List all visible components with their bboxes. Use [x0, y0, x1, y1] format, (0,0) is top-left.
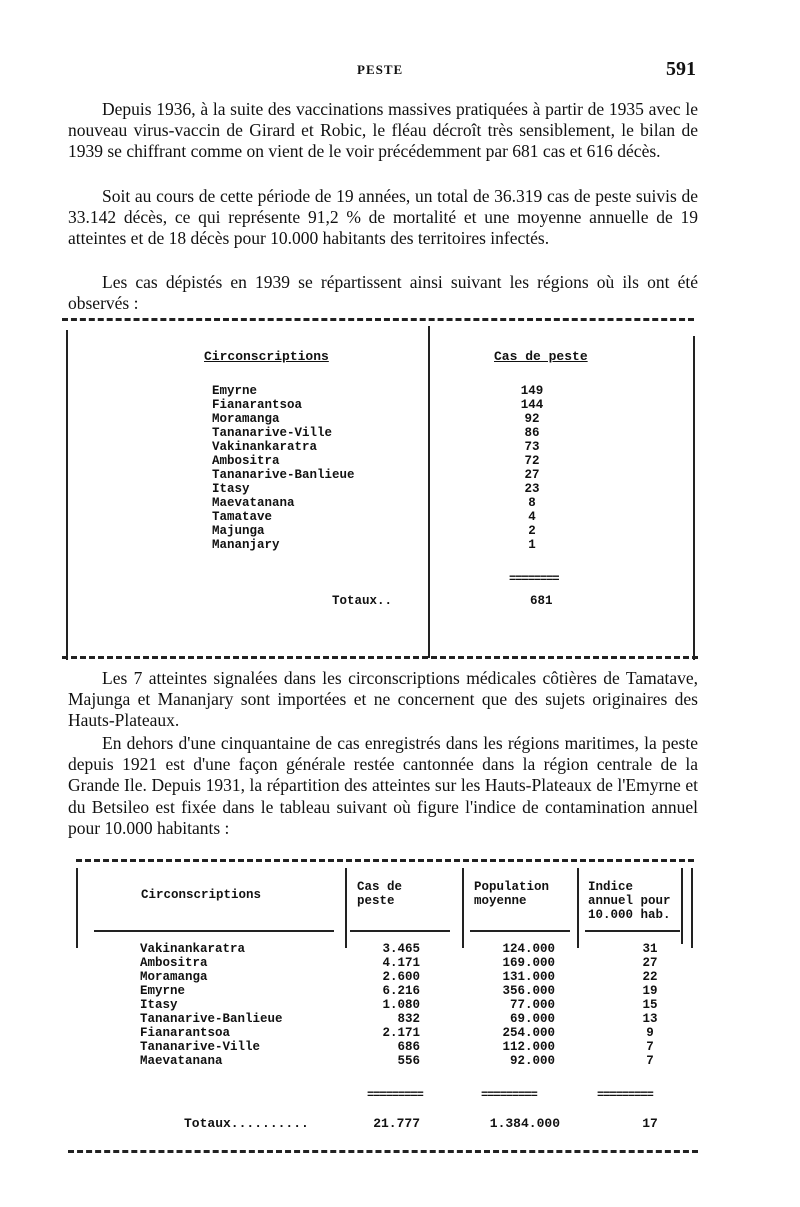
table-border-right [693, 336, 695, 660]
table-row: Emyrne 149 [212, 384, 544, 398]
total-separator: ========= [597, 1088, 653, 1102]
table-row: Maevatanana 8 [212, 496, 536, 510]
header-underline [470, 930, 570, 932]
page-number: 591 [666, 58, 696, 80]
table-row: Mananjary 1 [212, 538, 536, 552]
header-underline [350, 930, 450, 932]
table-row: Maevatanana 556 92.000 7 [140, 1054, 654, 1068]
table-row: Tananarive-Ville 86 [212, 426, 540, 440]
table-column-divider [462, 868, 464, 948]
table-border-right-inner [681, 868, 683, 944]
table-row: Tananarive-Banlieue 27 [212, 468, 540, 482]
paragraph-5: En dehors d'une cinquantaine de cas enregistrés dans les régions maritimes, la peste depuis 1921 est d'une façon générale restée cantonnée dans la région centrale de la Grande Ile. Depuis 1931, la répartition des atteintes sur les Hauts-Plateaux de l'Emyrne et du Betsileo est fixée dans le tableau suivant où figure l'indice de contamination annuel pour 10.000 habitants : [68, 733, 698, 838]
header-underline [585, 930, 680, 932]
total-separator: ========= [367, 1088, 423, 1102]
table-row: Ambositra 72 [212, 454, 540, 468]
table-row: Emyrne 6.216 356.000 19 [140, 984, 658, 998]
total-separator: ======== [509, 572, 559, 586]
column-header-cas-de-peste: Cas de peste [357, 880, 403, 908]
table-row: Tamatave 4 [212, 510, 536, 524]
table-row: Ambositra 4.171 169.000 27 [140, 956, 658, 970]
total-separator: ========= [481, 1088, 537, 1102]
table-border-top [76, 859, 694, 862]
table-row: Moramanga 92 [212, 412, 540, 426]
table-row: Tananarive-Ville 686 112.000 7 [140, 1040, 654, 1054]
table-row: Itasy 1.080 77.000 15 [140, 998, 658, 1012]
paragraph-4: Les 7 atteintes signalées dans les circonscriptions médicales côtières de Tamatave, Majunga et Mananjary sont importées et ne concernent que des sujets originaires des Hauts-Plateaux. [68, 668, 698, 731]
column-header-population: Population moyenne [474, 880, 550, 908]
header-underline [94, 930, 334, 932]
table-row: Majunga 2 [212, 524, 536, 538]
column-header-circonscriptions: Circonscriptions [141, 888, 262, 902]
total-row: Totaux.......... 21.777 1.384.000 17 [184, 1116, 658, 1131]
column-header-circonscriptions: Circonscriptions [204, 349, 329, 364]
column-header-indice: Indice annuel pour 10.000 hab. [588, 880, 671, 922]
table-row: Itasy 23 [212, 482, 540, 496]
table-border-left [76, 868, 78, 948]
paragraph-1: Depuis 1936, à la suite des vaccinations massives pratiquées à partir de 1935 avec le nouveau virus-vaccin de Girard et Robic, le fléau décroît très sensiblement, le bilan de 1939 se chiffrant comme on vient de le voir précédemment par 681 cas et 616 décès. [68, 99, 698, 162]
table-row: Fianarantsoa 144 [212, 398, 544, 412]
table-row: Tananarive-Banlieue 832 69.000 13 [140, 1012, 658, 1026]
table-row: Moramanga 2.600 131.000 22 [140, 970, 658, 984]
table-column-divider [577, 868, 579, 948]
column-header-cas-de-peste: Cas de peste [494, 349, 588, 364]
table-column-divider [345, 868, 347, 948]
table-row: Vakinankaratra 3.465 124.000 31 [140, 942, 658, 956]
table-border-bottom [68, 1150, 698, 1153]
paragraph-3: Les cas dépistés en 1939 se répartissent ainsi suivant les régions où ils ont été observés : [68, 272, 698, 314]
total-value: 681 [530, 594, 553, 608]
total-label: Totaux.. [332, 594, 393, 608]
paragraph-2: Soit au cours de cette période de 19 années, un total de 36.319 cas de peste suivis de 33.142 décès, ce qui représente 91,2 % de mortalité et une moyenne annuelle de 19 atteintes et de 18 décès pour 10.000 habitants des territoires infectés. [68, 186, 698, 249]
table-border-right [691, 868, 693, 948]
table-border-bottom [62, 656, 698, 659]
running-header: PESTE [357, 62, 404, 77]
table-border-left [66, 330, 68, 660]
table-border-top [62, 318, 694, 321]
table-row: Fianarantsoa 2.171 254.000 9 [140, 1026, 654, 1040]
table-row: Vakinankaratra 73 [212, 440, 540, 454]
